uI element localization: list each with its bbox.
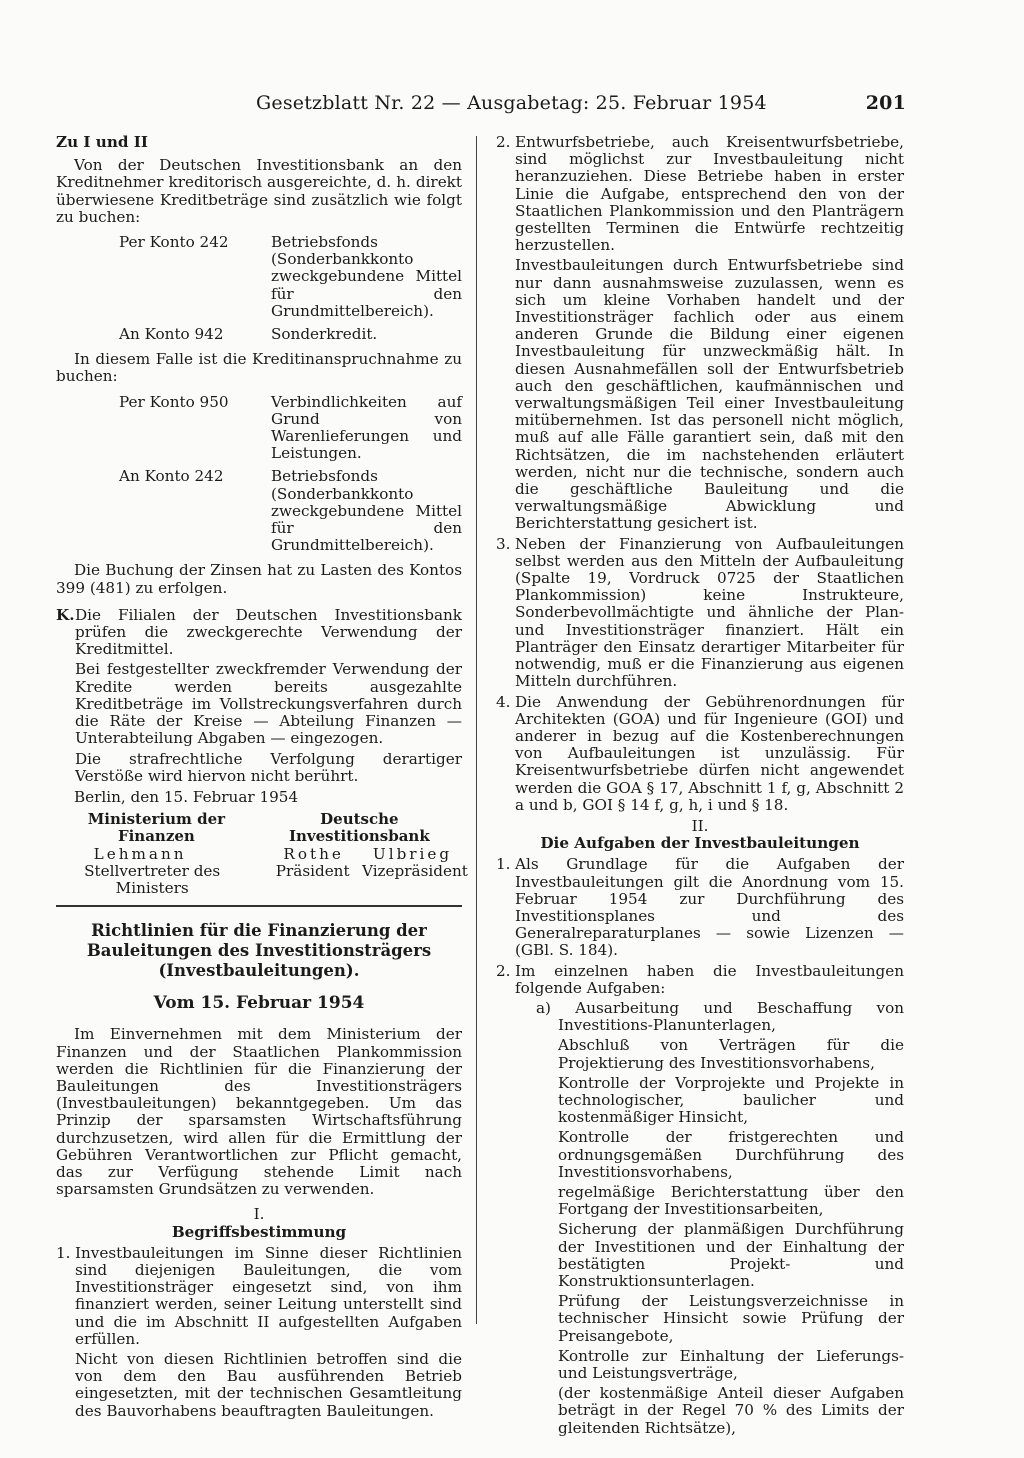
task-item: Abschluß von Verträgen für die Projektierung des Investitionsvorhabens, (558, 1036, 904, 1072)
section-k (56, 607, 462, 785)
paragraph: In diesem Falle ist die Kreditinanspruchnahme zu buchen: (56, 350, 462, 386)
item-number: 1. (56, 1243, 71, 1262)
task-item: Sicherung der planmäßigen Durchführung der Investitionen und der Einhaltung der bestätigten Projekt- und Konstruktionsunterlagen. (558, 1220, 904, 1290)
task-item: Kontrolle der Vorprojekte und Projekte in technologischer, baulicher und kostenmäßiger Hinsicht, (558, 1073, 904, 1127)
account-label: Per Konto 950 (119, 392, 229, 411)
account-text: Betriebsfonds (Sonderbankkonto zweckgebundene Mittel für den Grundmittelbereich). (271, 467, 462, 555)
task-item: (der kostenmäßige Anteil dieser Aufgaben beträgt in der Regel 70 % des Limits der gleitenden Richtsätze), (558, 1384, 904, 1437)
paragraph: Investbauleitungen durch Entwurfsbetriebe sind nur dann ausnahmsweise zuzulassen, wenn es sich um kleine Vorhaben handelt und der Investitionsträger fachlich oder aus einem anderen Grunde die Bildung einer eigenen Investbauleitung für unzweckmäßig hält. In diesen Ausnahmefällen soll der Entwurfsbetrieb auch den geschäftlichen, kaufmännischen und verwaltungsmäßigen Teil einer Investbauleitung mitübernehmen. Ist das personell nicht möglich, muß auf alle Fälle garantiert sein, daß mit den Richtsätzen, die im nachstehenden erläutert werden, nicht nur die technische, sondern auch die geschäftliche Bauleitung und die verwaltungsmäßige Abwicklung und Berichterstattung gesichert ist. (515, 256, 904, 533)
paragraph: Neben der Finanzierung von Aufbauleitungen selbst werden aus den Mitteln der Aufbauleitung (Spalte 19, Vordruck 0725 der Staatlichen Plankommission) keine Instrukteure, Sonderbevollmächtigte und ähnliche der Plan- und Investitionsträger finanziert. Hält ein Planträger den Einsatz derartiger Mitarbeiter für notwendig, muß er die Finanzierung aus eigenen Mitteln durchführen. (515, 534, 904, 691)
paragraph: Bei festgestellter zweckfremder Verwendung der Kredite werden bereits ausgezahlte Kreditbeträge im Vollstreckungsverfahren durch die Räte der Kreise — Abteilung Finanzen — Unterabteilung Abgaben — eingezogen. (75, 660, 462, 748)
paragraph: Nicht von diesen Richtlinien betroffen sind die von dem den Bau ausführenden Betrieb eingesetzten, mit der technischen Gesamtleitung des Bauvorhabens beauftragten Bauleitungen. (75, 1349, 462, 1420)
numbered-item (496, 694, 904, 814)
place-date: Berlin, den 15. Februar 1954 (74, 787, 299, 806)
regulation-title: Richtlinien für die Finanzierung der Bauleitungen des Investitionsträgers (Investbauleitungen). (86, 921, 432, 981)
item-number: 2. (496, 961, 511, 980)
paragraph: Als Grundlage für die Aufgaben der Investbauleitungen gilt die Anordnung vom 15. Februar 1954 zur Durchführung des Investitionsplanes und des Generalreparaturplanes — sowie Lizenzen — (GBl. S. 184). (515, 855, 904, 960)
task-item: regelmäßige Berichterstattung über den Fortgang der Investitionsarbeiten, (558, 1182, 904, 1219)
paragraph: Die strafrechtliche Verfolgung derartiger Verstöße wird hiervon nicht berührt. (75, 749, 462, 785)
org-ministry: Ministerium der Finanzen (87, 810, 226, 846)
booking-entry (56, 468, 462, 554)
item-number: 2. (496, 133, 511, 151)
paragraph: Die Anwendung der Gebührenordnungen für Architekten (GOA) und für Ingenieure (GOI) und anderer in bezug auf die Kostenberechnungen von Aufbauleitungen ist unzulässig. Für Kreisentwurfsbetriebe dürfen nicht angewendet werden die GOA § 17, Abschnitt 1 f, g, Abschnitt 2 a und b, GOI § 14 f, g, h, i und § 18. (515, 692, 904, 814)
signatory-name: Rothe (283, 844, 344, 863)
booking-entry (56, 394, 462, 463)
item-number: K. (56, 605, 75, 624)
account-label: An Konto 942 (119, 325, 224, 344)
account-label: An Konto 242 (119, 467, 224, 486)
right-column (496, 134, 904, 1440)
org-bank: Deutsche Investitionsbank (288, 810, 430, 846)
task-item: Prüfung der Leistungsverzeichnisse in technischer Hinsicht sowie Prüfung der Preisangebote, (558, 1292, 904, 1345)
paragraph: Die Filialen der Deutschen Investitionsbank prüfen die zweckgerechte Verwendung der Kreditmittel. (75, 605, 462, 659)
left-column (56, 133, 468, 1423)
task-list (496, 1000, 904, 1437)
paragraph: Im Einvernehmen mit dem Ministerium der Finanzen und der Staatlichen Plankommission werden die Richtlinien für die Finanzierung der Bauleitungen des Investitionsträgers (Investbauleitungen) bekanntgegeben. Um das Prinzip der sparsamsten Wirtschaftsführung durchzusetzen, wird allen für die Ermittlung der Gebühren Verantwortlichen zur Pflicht gemacht, das zur Verfügung stehende Limit nach sparsamsten Grundsätzen zu verwenden. (56, 1025, 462, 1199)
task-item: Kontrolle zur Einhaltung der Lieferungs- und Leistungsverträge, (558, 1346, 904, 1383)
item-number: 3. (496, 534, 511, 553)
item-number: 1. (496, 855, 511, 874)
signature-roles (56, 861, 468, 897)
signatory-role: Stellvertreter des Ministers (84, 861, 221, 897)
section-title: Die Aufgaben der Investbauleitungen (540, 834, 860, 853)
booking-entry (56, 326, 462, 343)
numbered-item (496, 134, 904, 533)
signatory-name: Lehmann (93, 844, 187, 863)
numbered-item (496, 856, 904, 959)
signatory-role: Präsident (275, 861, 350, 880)
account-label: Per Konto 242 (119, 233, 229, 252)
task-item: a) Ausarbeitung und Beschaffung von Investitions-Planunterlagen, (536, 998, 904, 1035)
section-number: I. (253, 1205, 265, 1224)
signature-names (56, 846, 462, 863)
booking-entry (56, 234, 462, 320)
account-text: Sonderkredit. (271, 325, 378, 344)
paragraph: Entwurfsbetriebe, auch Kreisentwurfsbetriebe, sind möglichst zur Investbauleitung nicht heranzuziehen. Diese Betriebe haben in erster Linie die Aufgabe, entsprechend den von der Staatlichen Plankommission und den Planträgern gestellten Terminen die Entwürfe rechtzeitig herzustellen. (515, 133, 904, 255)
numbered-item (56, 1245, 462, 1420)
regulation-date: Vom 15. Februar 1954 (153, 993, 365, 1014)
header-title: Gesetzblatt Nr. 22 — Ausgabetag: 25. Februar 1954 (256, 92, 767, 114)
section-number: II. (691, 816, 709, 835)
section-title: Begriffsbestimmung (171, 1222, 347, 1241)
section-divider (56, 905, 462, 907)
account-text: Verbindlichkeiten auf Grund von Warenlieferungen und Leistungen. (271, 392, 462, 463)
page-number: 201 (865, 92, 906, 114)
column-divider (476, 136, 477, 1324)
paragraph: Investbauleitungen im Sinne dieser Richtlinien sind diejenigen Bauleitungen, die vom Investitionsträger eingesetzt sind, von ihm finanziert werden, seiner Leitung unterstellt sind und die im Abschnitt II aufgestellten Aufgaben erfüllen. (75, 1243, 462, 1348)
signatory-role: Vizepräsident (362, 861, 468, 880)
account-text: Betriebsfonds (Sonderbankkonto zweckgebundene Mittel für den Grundmittelbereich). (271, 233, 462, 320)
item-number: 4. (496, 692, 511, 711)
signatory-name: Ulbrieg (372, 844, 453, 863)
numbered-item (496, 963, 904, 997)
signature-organizations (56, 811, 462, 845)
page-header (256, 92, 906, 122)
task-item: Kontrolle der fristgerechten und ordnungsgemäßen Durchführung des Investitionsvorhabens, (558, 1128, 904, 1181)
numbered-item (496, 536, 904, 691)
section-heading: Zu I und II (56, 133, 149, 151)
paragraph: Im einzelnen haben die Investbauleitungen folgende Aufgaben: (515, 961, 904, 997)
paragraph: Von der Deutschen Investitionsbank an den Kreditnehmer kreditorisch ausgereichte, d. h. direkt überwiesene Kreditbeträge sind zusätzlich wie folgt zu buchen: (56, 156, 462, 226)
paragraph: Die Buchung der Zinsen hat zu Lasten des Kontos 399 (481) zu erfolgen. (56, 561, 462, 597)
